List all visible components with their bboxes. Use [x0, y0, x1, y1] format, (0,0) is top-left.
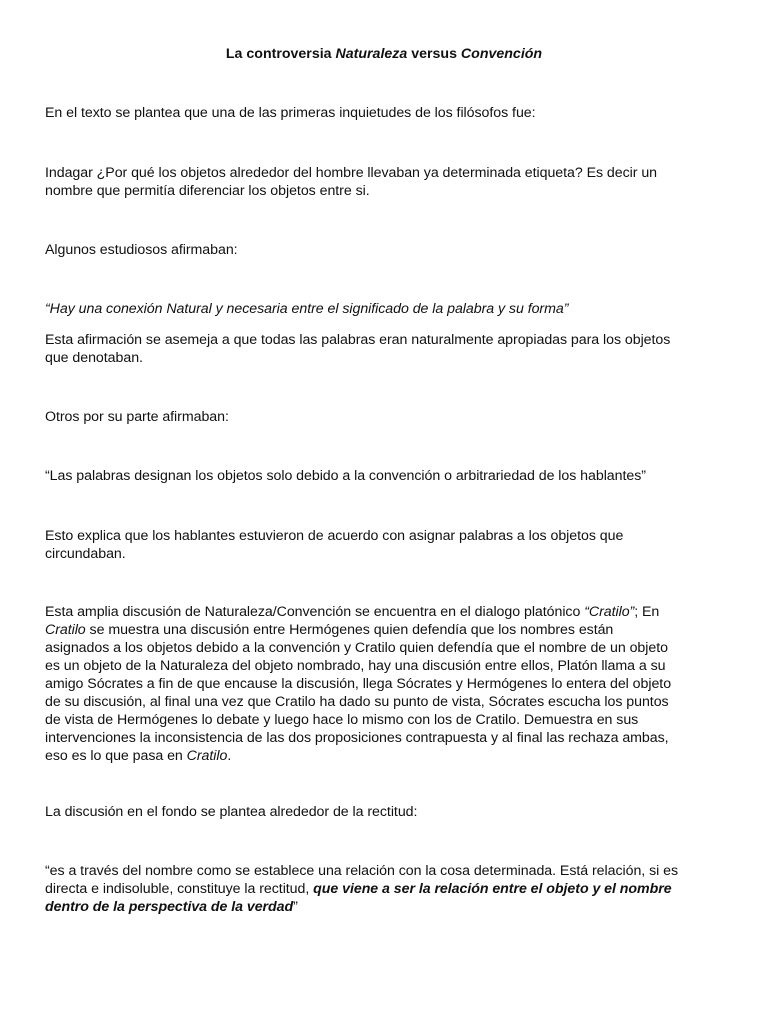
cratilo-italic: “Cratilo”	[584, 604, 635, 620]
paragraph-cratilo	[45, 603, 725, 765]
quote-natural: “Hay una conexión Natural y necesaria entre el significado de la palabra y su forma”	[45, 301, 569, 317]
paragraph-line: de vista de Hermógenes lo debate y luego hace lo mismo con los de Cratilo. Demuestra en sus	[45, 712, 639, 728]
title-convencion: Convención	[460, 46, 543, 62]
paragraph-esto-explica	[45, 527, 725, 563]
text-run: ; En	[634, 604, 660, 620]
text-run: ”	[293, 899, 298, 915]
paragraph-afirmacion	[45, 331, 725, 367]
emphasis-bold-italic: dentro de la perspectiva de la verdad	[45, 899, 294, 915]
title-naturaleza: Naturaleza	[335, 46, 408, 62]
emphasis-bold-italic: que viene a ser la relación entre el objeto y el nombre	[313, 881, 672, 897]
paragraph-line: Esto explica que los hablantes estuvieron de acuerdo con asignar palabras a los objetos que	[45, 528, 624, 544]
paragraph-line	[45, 898, 725, 916]
paragraph-line: nombre que permitía diferenciar los objetos entre si.	[45, 183, 370, 199]
paragraph-estudiosos: Algunos estudiosos afirmaban:	[45, 242, 238, 258]
paragraph-line	[45, 621, 725, 639]
paragraph-line	[45, 603, 725, 621]
text-run: .	[227, 748, 232, 764]
paragraph-line: “es a través del nombre como se establece una relación con la cosa determinada. Está relación, si es	[45, 863, 678, 879]
text-run: eso es lo que pasa en	[45, 748, 187, 764]
cratilo-italic: Cratilo	[45, 622, 86, 638]
text-run: se muestra una discusión entre Hermógenes quien defendía que los nombres están	[85, 622, 614, 638]
quote-rectitud	[45, 862, 725, 916]
paragraph-line: es un objeto de la Naturaleza del objeto nombrado, hay una discusión entre ellos, Platón llama a su	[45, 658, 666, 674]
paragraph-line: Esta afirmación se asemeja a que todas las palabras eran naturalmente apropiadas para los objetos	[45, 332, 671, 348]
paragraph-line: que denotaban.	[45, 350, 143, 366]
paragraph-line: intervenciones la inconsistencia de las dos proposiciones contrapuesta y al final las rechaza ambas,	[45, 730, 669, 746]
paragraph-line: de su discusión, al final una vez que Cratilo ha dado su punto de vista, Sócrates escucha los puntos	[45, 694, 669, 710]
title-text-2: versus	[407, 46, 461, 62]
document-title	[0, 45, 768, 63]
paragraph-line: amigo Sócrates a fin de que encause la discusión, llega Sócrates y Hermógenes lo entera del objeto	[45, 676, 672, 692]
paragraph-rectitud: La discusión en el fondo se plantea alrededor de la rectitud:	[45, 804, 418, 820]
paragraph-line: asignados a los objetos debido a la convención y Cratilo quien defendía que el nombre de un objeto	[45, 640, 668, 656]
paragraph-intro: En el texto se plantea que una de las primeras inquietudes de los filósofos fue:	[45, 105, 536, 121]
cratilo-italic: Cratilo	[186, 748, 228, 764]
quote-convencion: “Las palabras designan los objetos solo debido a la convención o arbitrariedad de los hablantes”	[45, 468, 646, 484]
paragraph-line: circundaban.	[45, 546, 126, 562]
text-run: directa e indisoluble, constituye la rectitud,	[45, 881, 314, 897]
text-run: Esta amplia discusión de Naturaleza/Convención se encuentra en el dialogo platónico	[45, 604, 585, 620]
paragraph-indagar	[45, 164, 725, 200]
paragraph-line	[45, 747, 725, 765]
paragraph-line	[45, 880, 725, 898]
title-text-1: La controversia	[225, 46, 336, 62]
paragraph-otros: Otros por su parte afirmaban:	[45, 409, 229, 425]
paragraph-line: Indagar ¿Por qué los objetos alrededor del hombre llevaban ya determinada etiqueta? Es decir un	[45, 165, 658, 181]
